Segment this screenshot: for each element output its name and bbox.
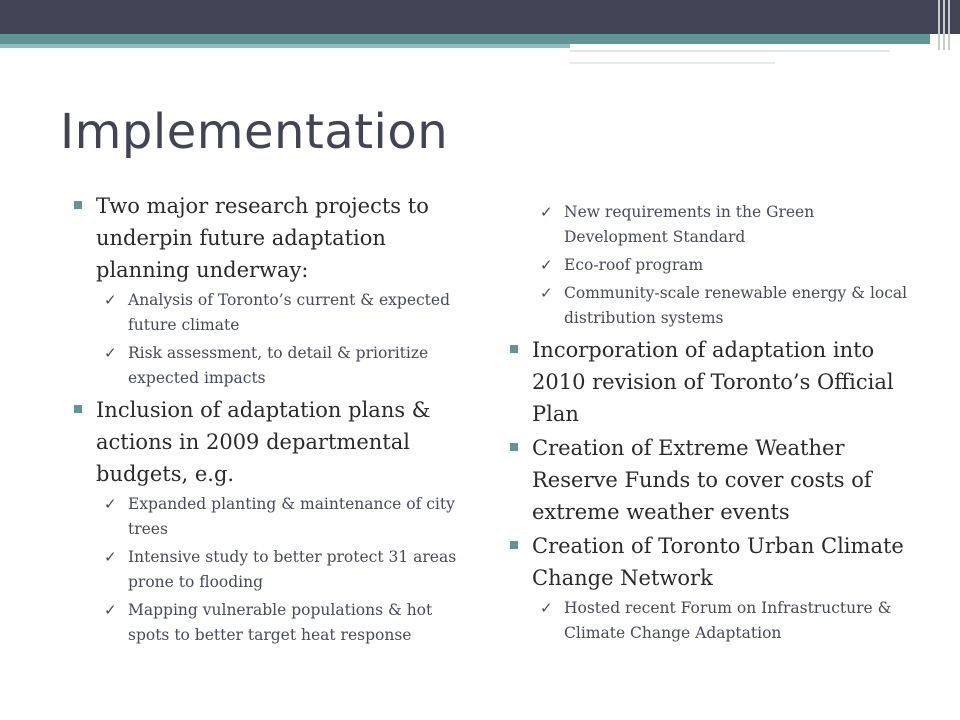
bullet-text: Hosted recent Forum on Infrastructure & Climate Change Adaptation — [564, 599, 892, 642]
bullet-text: Creation of Extreme Weather Reserve Funds to cover costs of extreme weather events — [532, 436, 872, 524]
header-bar — [0, 0, 960, 34]
bullet-item — [510, 334, 910, 430]
checkmark-icon: ✓ — [540, 203, 553, 221]
sub-bullet-item — [74, 545, 474, 595]
checkmark-icon: ✓ — [540, 284, 553, 302]
right-bullet-column — [510, 200, 910, 649]
square-bullet-icon — [510, 443, 518, 451]
sub-bullet-item — [510, 253, 910, 278]
bullet-text: Mapping vulnerable populations & hot spots to better target heat response — [128, 601, 433, 644]
sub-bullet-item — [510, 200, 910, 250]
bullet-text: Risk assessment, to detail & prioritize expected impacts — [128, 344, 429, 387]
square-bullet-icon — [74, 405, 82, 413]
checkmark-icon: ✓ — [540, 599, 553, 617]
checkmark-icon: ✓ — [104, 548, 117, 566]
checkmark-icon: ✓ — [104, 601, 117, 619]
slide-title: Implementation — [60, 104, 449, 160]
decorative-vertical-lines — [938, 0, 954, 50]
bullet-text: Community-scale renewable energy & local distribution systems — [564, 284, 908, 327]
checkmark-icon: ✓ — [104, 344, 117, 362]
bullet-text: Incorporation of adaptation into 2010 revision of Toronto’s Official Plan — [532, 338, 894, 426]
checkmark-icon: ✓ — [104, 291, 117, 309]
checkmark-icon: ✓ — [104, 495, 117, 513]
sub-bullet-item — [510, 281, 910, 331]
left-bullet-column — [74, 190, 474, 651]
bullet-text: Analysis of Toronto’s current & expected future climate — [128, 291, 451, 334]
checkmark-icon: ✓ — [540, 256, 553, 274]
bullet-text: Creation of Toronto Urban Climate Change Network — [532, 534, 904, 590]
accent-stripe — [0, 34, 930, 44]
bullet-text: Eco-roof program — [564, 256, 704, 274]
sub-bullet-item — [74, 288, 474, 338]
sub-bullet-item — [74, 598, 474, 648]
bullet-text: Inclusion of adaptation plans & actions in 2009 departmental budgets, e.g. — [96, 398, 431, 486]
accent-stripe-light — [0, 44, 570, 48]
square-bullet-icon — [510, 541, 518, 549]
bullet-text: New requirements in the Green Development Standard — [564, 203, 815, 246]
sub-bullet-item — [510, 596, 910, 646]
bullet-item — [510, 432, 910, 528]
decorative-line — [570, 50, 890, 52]
square-bullet-icon — [74, 201, 82, 209]
bullet-item — [510, 530, 910, 594]
sub-bullet-item — [74, 341, 474, 391]
square-bullet-icon — [510, 345, 518, 353]
bullet-item — [74, 190, 474, 286]
bullet-item — [74, 394, 474, 490]
bullet-text: Two major research projects to underpin future adaptation planning underway: — [96, 194, 429, 282]
bullet-text: Expanded planting & maintenance of city trees — [128, 495, 455, 538]
sub-bullet-item — [74, 492, 474, 542]
bullet-text: Intensive study to better protect 31 areas prone to flooding — [128, 548, 457, 591]
decorative-line — [570, 62, 775, 64]
